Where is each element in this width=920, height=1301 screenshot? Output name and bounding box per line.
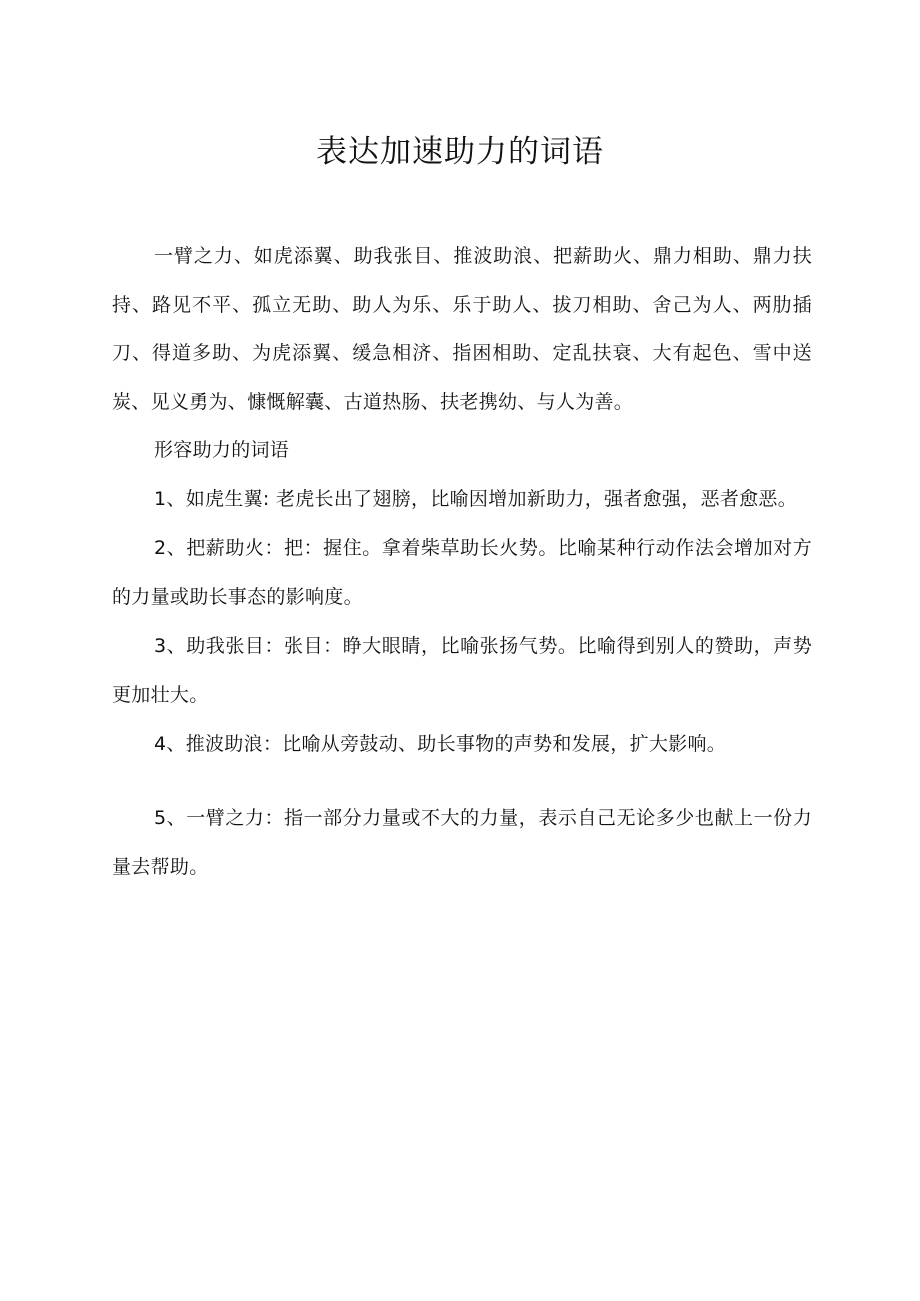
definition-item-4: 4、推波助浪：比喻从旁鼓动、助长事物的声势和发展，扩大影响。 bbox=[154, 733, 727, 755]
intro-paragraph: 一臂之力、如虎添翼、助我张目、推波助浪、把薪助火、鼎力相助、鼎力扶持、路见不平、孤立无助、助人为乐、乐于助人、拔刀相助、舍己为人、两肋插刀、得道多助、为虎添翼、缓急相济、指困相助、定乱扶衰、大有起色、雪中送炭、见义勇为、慷慨解囊、古道热肠、扶老携幼、与人为善。 bbox=[112, 245, 812, 413]
definition-item-3: 3、助我张目：张目：睁大眼睛，比喻张扬气势。比喻得到别人的赞助，声势更加壮大。 bbox=[112, 635, 812, 706]
definition-item-1: 1、如虎生翼: 老虎长出了翅膀，比喻因增加新助力，强者愈强，恶者愈恶。 bbox=[154, 488, 798, 510]
section-subtitle: 形容助力的词语 bbox=[154, 439, 290, 461]
definition-item-2: 2、把薪助火：把：握住。拿着柴草助长火势。比喻某种行动作法会增加对方的力量或助长事态的影响度。 bbox=[112, 537, 812, 608]
definition-item-5: 5、一臂之力：指一部分力量或不大的力量，表示自己无论多少也献上一份力量去帮助。 bbox=[112, 807, 812, 878]
document-title: 表达加速助力的词语 bbox=[316, 134, 604, 170]
